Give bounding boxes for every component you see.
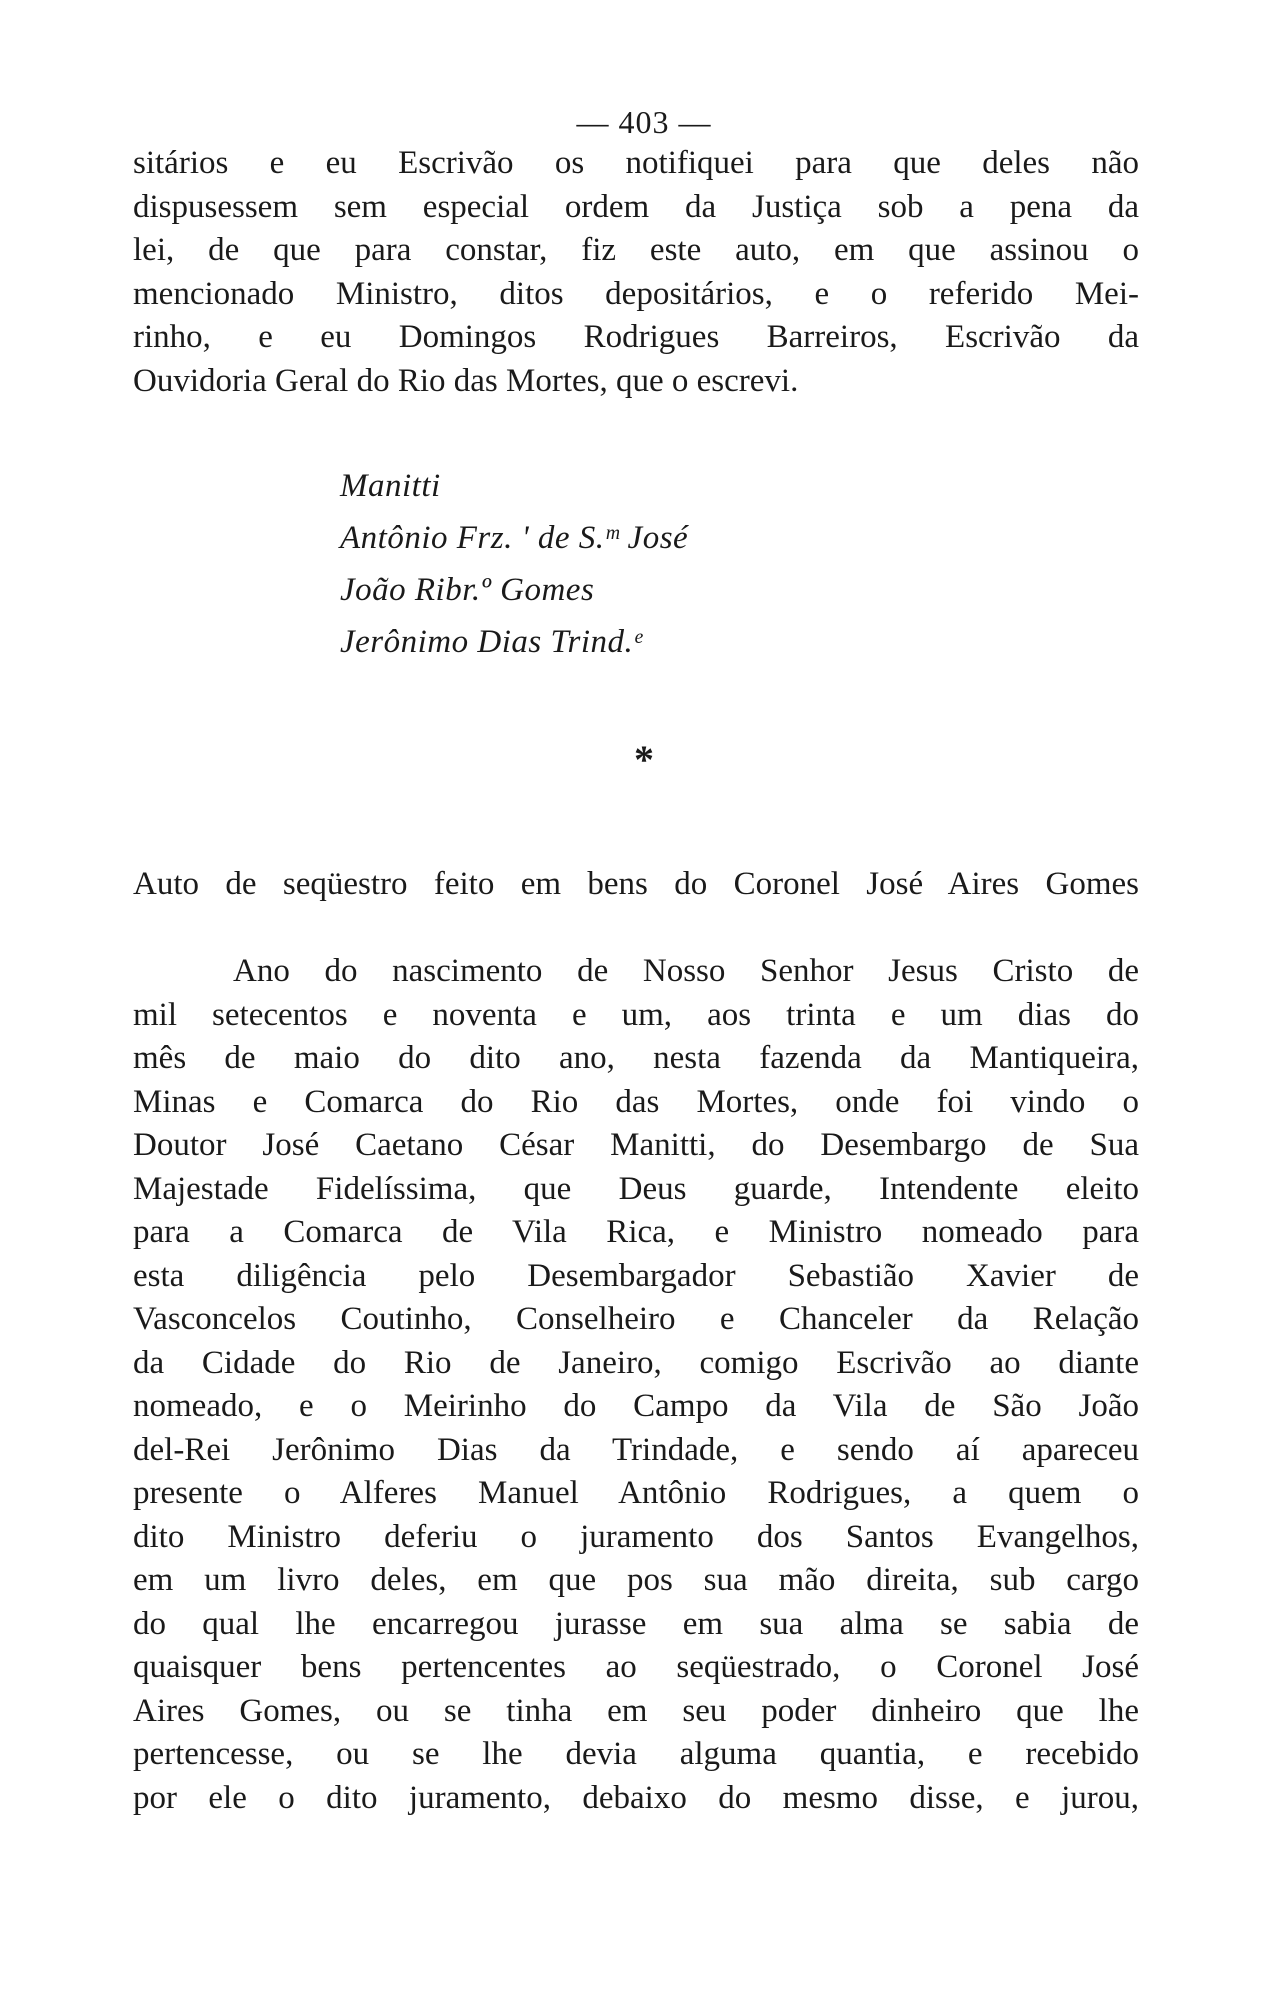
paragraph-line: Doutor José Caetano César Manitti, do Desembargo de Sua — [133, 1127, 1139, 1163]
paragraph-line: para a Comarca de Vila Rica, e Ministro nomeado para — [133, 1214, 1139, 1250]
paragraph-line: por ele o dito juramento, debaixo do mesmo disse, e jurou, — [133, 1779, 1139, 1816]
paragraph-line: em um livro deles, em que pos sua mão direita, sub cargo — [133, 1562, 1139, 1598]
signature-antonio: Antônio Frz. ' de S.ᵐ José — [340, 520, 689, 556]
paragraph-line: nomeado, e o Meirinho do Campo da Vila de São João — [133, 1388, 1139, 1424]
paragraph-line: Aires Gomes, ou se tinha em seu poder dinheiro que lhe — [133, 1692, 1139, 1729]
section-title: Auto de seqüestro feito em bens do Coronel José Aires Gomes — [133, 866, 1139, 902]
paragraph-line: Vasconcelos Coutinho, Conselheiro e Chanceler da Relação — [133, 1301, 1139, 1337]
body-paragraph — [133, 950, 1139, 1820]
paragraph-line: mil setecentos e noventa e um, aos trinta e um dias do — [133, 996, 1139, 1033]
page-number: — 403 — — [576, 104, 712, 140]
paragraph-line: Majestade Fidelíssima, que Deus guarde, Intendente eleito — [133, 1170, 1139, 1207]
paragraph-line: mês de maio do dito ano, nesta fazenda da Mantiqueira, — [133, 1040, 1139, 1076]
paragraph-line: mencionado Ministro, ditos depositários, e o referido Mei- — [133, 275, 1139, 312]
signature-manitti: Manitti — [340, 468, 441, 504]
signature-joao: João Ribr.º Gomes — [340, 572, 595, 608]
paragraph-line: sitários e eu Escrivão os notifiquei para que deles não — [133, 145, 1139, 181]
paragraph-line: lei, de que para constar, fiz este auto, em que assinou o — [133, 232, 1139, 268]
paragraph-line: rinho, e eu Domingos Rodrigues Barreiros, Escrivão da — [133, 319, 1139, 355]
paragraph-line: quaisquer bens pertencentes ao seqüestrado, o Coronel José — [133, 1649, 1139, 1685]
paragraph-line: del-Rei Jerônimo Dias da Trindade, e sendo aí apareceu — [133, 1431, 1139, 1468]
signature-block — [340, 460, 688, 668]
paragraph-line: dito Ministro deferiu o juramento dos Santos Evangelhos, — [133, 1518, 1139, 1555]
paragraph-line: esta diligência pelo Desembargador Sebastião Xavier de — [133, 1257, 1139, 1294]
asterisk-separator: * — [634, 737, 654, 782]
signature-jeronimo: Jerônimo Dias Trind.ᵉ — [340, 624, 643, 660]
paragraph-line: Minas e Comarca do Rio das Mortes, onde foi vindo o — [133, 1083, 1139, 1120]
paragraph-line: da Cidade do Rio de Janeiro, comigo Escrivão ao diante — [133, 1344, 1139, 1381]
paragraph-line: Ano do nascimento de Nosso Senhor Jesus Cristo de — [233, 953, 1139, 989]
top-paragraph — [133, 142, 1139, 403]
paragraph-line: Ouvidoria Geral do Rio das Mortes, que o escrevi. — [133, 362, 799, 399]
paragraph-line: presente o Alferes Manuel Antônio Rodrigues, a quem o — [133, 1475, 1139, 1511]
paragraph-line: pertencesse, ou se lhe devia alguma quantia, e recebido — [133, 1736, 1139, 1772]
paragraph-line: do qual lhe encarregou jurasse em sua alma se sabia de — [133, 1605, 1139, 1642]
paragraph-line: dispusessem sem especial ordem da Justiça sob a pena da — [133, 188, 1139, 225]
